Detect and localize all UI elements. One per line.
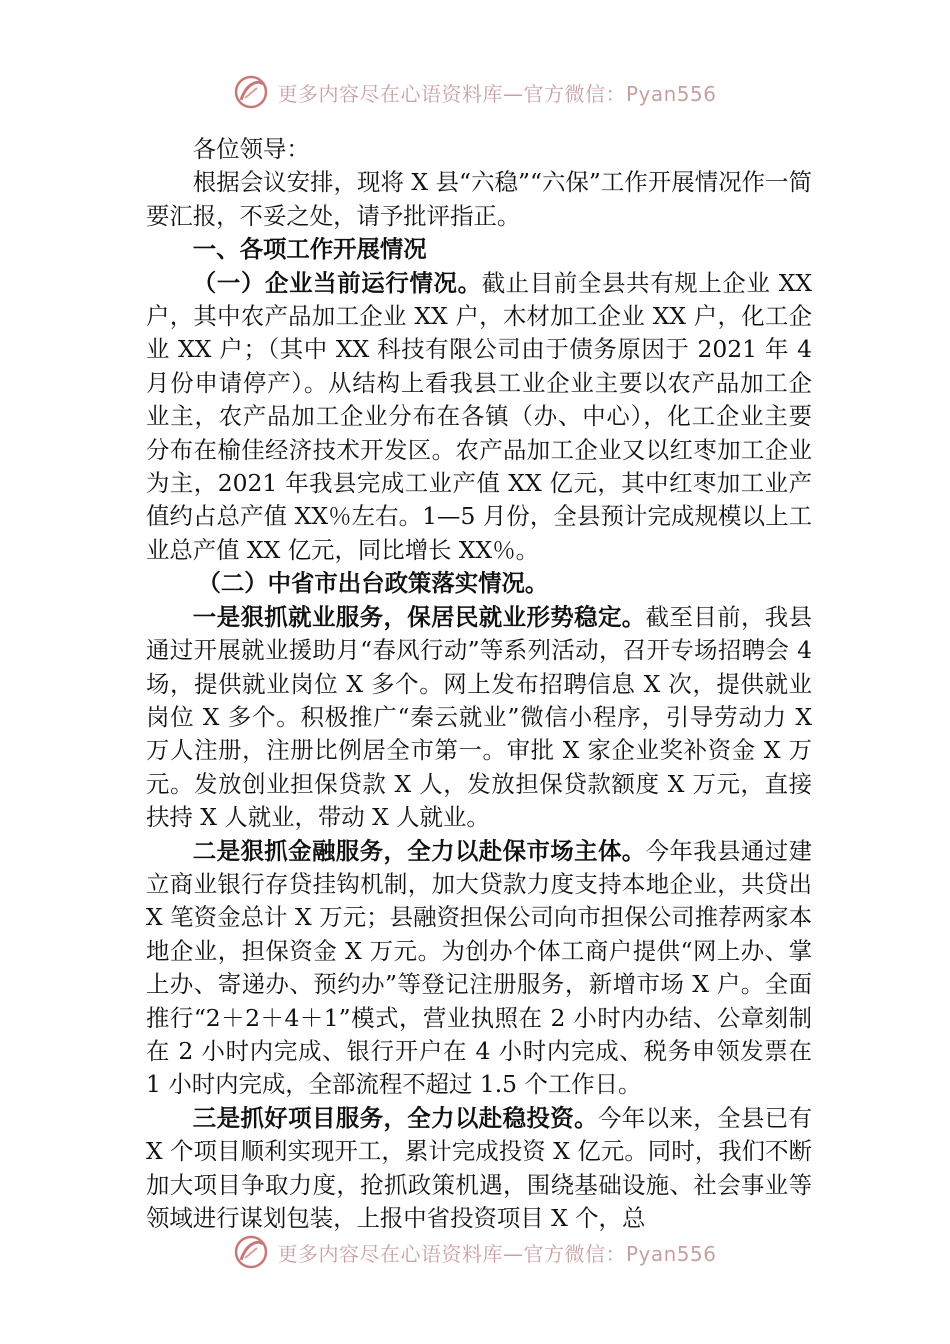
subsection-1-text: 截止目前全县共有规上企业 XX 户，其中农产品加工企业 XX 户，木材加工企业 XX 户，化工企业 XX 户；（其中 XX 科技有限公司由于债务原因于 2021 年 4 月份申请停产）。从结构上看我县工业企业主要以农产品加工企业主，农产品加工企业分布在各镇（办、中心），化工企业主要分布在榆佳经济技术开发区。农产品加工企业又以红枣加工企业为主，2021 年我县完成工业产值 XX 亿元，其中红枣加工业产值约占总产值 XX％左右。1—5 月份，全县预计完成规模以上工业总产值 XX 亿元，同比增长 XX％。 — [146, 268, 812, 564]
subsection-1-paragraph — [146, 267, 812, 568]
watermark-logo-icon — [233, 74, 269, 110]
item-1-lead: 一是狠抓就业服务，保居民就业形势稳定。 — [192, 602, 646, 631]
watermark-header — [0, 72, 950, 112]
salutation: 各位领导： — [192, 135, 310, 163]
watermark-footer — [0, 1232, 950, 1272]
item-1-paragraph — [146, 601, 812, 835]
watermark-text: 更多内容尽在心语资料库—官方微信：Pyan556 — [277, 1241, 717, 1266]
item-2-paragraph — [146, 835, 812, 1102]
watermark-logo-icon — [233, 1234, 269, 1270]
item-3-text: 今年以来，全县已有 X 个项目顺利实现开工，累计完成投资 X 亿元。同时，我们不断加大项目争取力度，抢抓政策机遇，围绕基础设施、社会事业等领域进行谋划包装，上报中省投资项目 X 个，总 — [146, 1103, 813, 1232]
item-3-lead: 三是抓好项目服务，全力以赴稳投资。 — [192, 1103, 598, 1132]
item-1-text: 截至目前，我县通过开展就业援助月“春风行动”等系列活动，召开专场招聘会 4 场，提供就业岗位 X 多个。网上发布招聘信息 X 次，提供就业岗位 X 多个。积极推广“秦云就业”微信小程序，引导劳动力 X 万人注册，注册比例居全市第一。审批 X 家企业奖补资金 X 万元。发放创业担保贷款 X 人，发放担保贷款额度 X 万元，直接扶持 X 人就业，带动 X 人就业。 — [146, 602, 813, 832]
intro-paragraph: 根据会议安排，现将 X 县“六稳”“六保”工作开展情况作一简要汇报，不妥之处，请予批评指正。 — [146, 168, 812, 230]
item-3-paragraph — [146, 1102, 812, 1236]
item-2-lead: 二是狠抓金融服务，全力以赴保市场主体。 — [192, 836, 646, 865]
section-heading: 一、各项工作开展情况 — [192, 235, 427, 264]
subsection-2-heading: （二）中省市出台政策落实情况。 — [197, 569, 549, 598]
watermark-text: 更多内容尽在心语资料库—官方微信：Pyan556 — [277, 81, 717, 106]
document-body — [146, 133, 812, 1235]
item-2-text: 今年我县通过建立商业银行存贷挂钩机制，加大贷款力度支持本地企业，共贷出 X 笔资金总计 X 万元；县融资担保公司向市担保公司推荐两家本地企业，担保资金 X 万元。为创办个体工商户提供“网上办、掌上办、寄递办、预约办”等登记注册服务，新增市场 X 户。全面推行“2＋2＋4＋1”模式，营业执照在 2 小时内办结、公章刻制在 2 小时内完成、银行开户在 4 小时内完成、税务申领发票在 1 小时内完成，全部流程不超过 1.5 个工作日。 — [146, 836, 813, 1099]
subsection-1-heading: （一）企业当前运行情况。 — [192, 268, 482, 297]
